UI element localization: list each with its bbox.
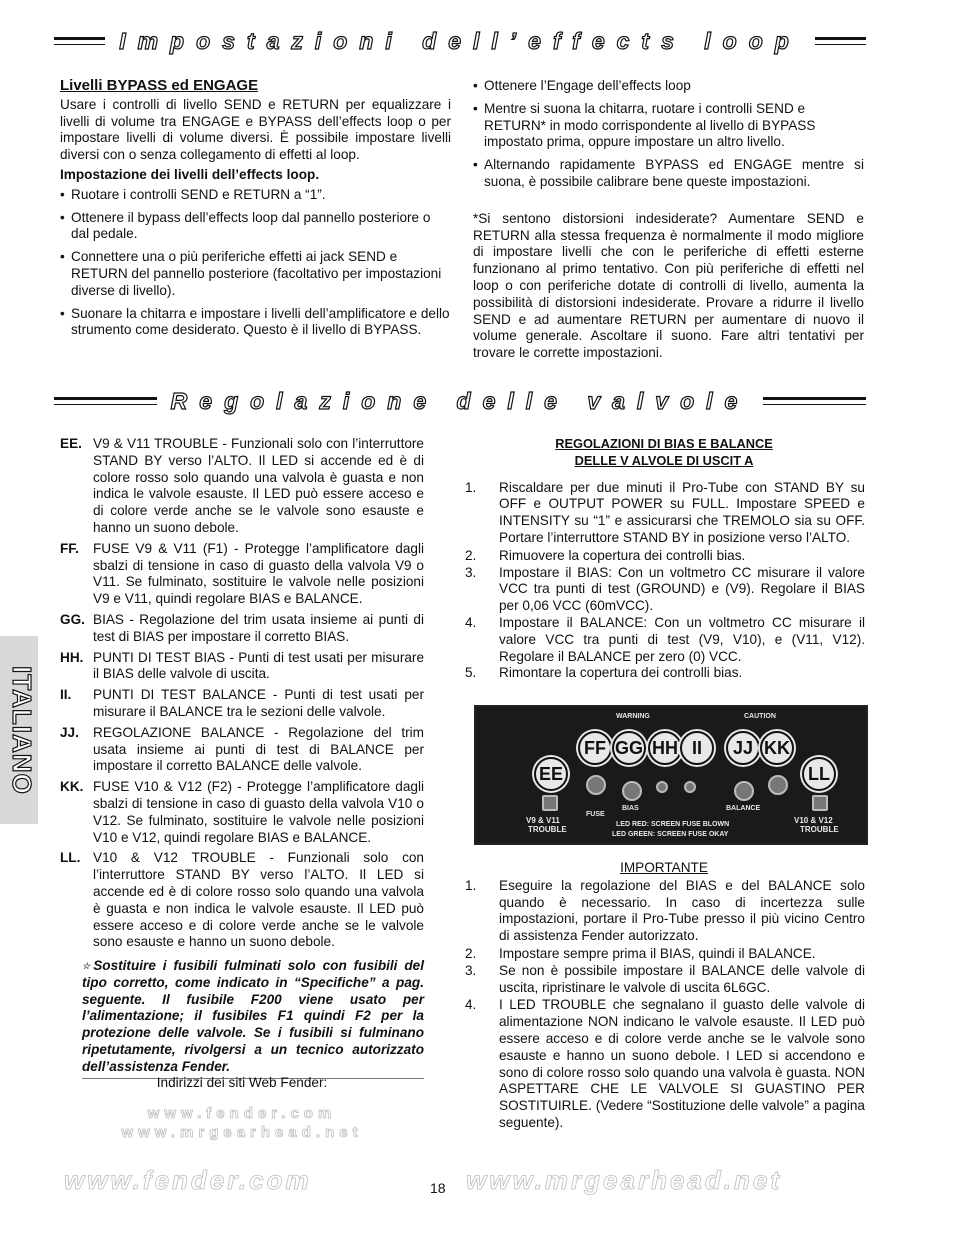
list-item: • Mentre si suona la chitarra, ruotare i controlli SEND e RETURN* in modo corrispondente al livello di BYPASS impostato prima, oppure impostare un altro livello.: [473, 100, 816, 150]
bullet-icon: •: [60, 305, 65, 321]
important-item: 3. Se non è possibile impostare il BALANCE delle valvole di uscita, ripristinare le valvole di uscita 6L6GC.: [465, 962, 865, 995]
test-point: [684, 781, 696, 793]
footer-url-mrgearhead[interactable]: www.mrgearhead.net: [466, 1165, 782, 1195]
legend-item-jj: JJ. REGOLAZIONE BALANCE - Regolazione del trim usata insieme ai punti di test di BALANCE per impostare il corretto BALANCE delle valvole.: [60, 724, 424, 774]
callout-ee: EE: [534, 757, 568, 791]
header-rule: [815, 37, 866, 45]
effects-loop-right-column: [473, 78, 864, 362]
web-label: Indirizzi dei siti Web Fender:: [156, 1075, 328, 1090]
led-v10-v12: [812, 795, 828, 811]
callout-hh: HH: [648, 731, 682, 765]
trouble-label: TROUBLE: [800, 825, 839, 834]
callout-gg: GG: [612, 731, 646, 765]
bullet-icon: •: [60, 209, 65, 225]
bias-label: BIAS: [622, 805, 639, 812]
bias-title-line2: DELLE V ALVOLE DI USCIT A: [574, 452, 754, 468]
legend-item-ff: FF. FUSE V9 & V11 (F1) - Protegge l’amplificatore dagli sbalzi di tensione in caso di guasto della valvola V9 o V11. Se fulminato, sostituire le valvole nelle posizioni V9 e V11, quindi regolare BIAS e BALANCE.: [60, 540, 424, 607]
step-item: 1. Riscaldare per due minuti il Pro-Tube con STAND BY su OFF e OUTPUT POWER su FULL. Impostare SPEED e INTENSITY su “1” e assicurarsi che TREMOLO sia su OFF. Portare l’interruttore STAND BY in posizione verso l’ALTO.: [465, 479, 865, 545]
component-legend: [60, 436, 424, 955]
footer-url-fender[interactable]: www.fender.com: [64, 1165, 312, 1195]
list-item: • Ruotare i controlli SEND e RETURN a “1”.: [60, 186, 326, 202]
important-title: IMPORTANTE: [620, 860, 708, 875]
balance-trim: [734, 781, 754, 801]
legend-item-ee: EE. V9 & V11 TROUBLE - Funzionali solo con l’interruttore STAND BY verso l’ALTO. Il LED si accende ed è di colore rosso solo quando una valvola è guasta e non indica le valvole esauste. Il LED può essere acceso e di colore verde anche se le valvole sono esauste e hanno un suono debole.: [60, 436, 424, 535]
bypass-engage-section: [60, 78, 451, 345]
step-item: 5. Rimontare la copertura dei controlli bias.: [465, 665, 743, 681]
language-side-tab: [0, 636, 38, 824]
callout-ii: II: [680, 731, 714, 765]
bullet-icon: •: [473, 100, 478, 116]
header-rule: [763, 397, 866, 405]
callout-ll: LL: [802, 757, 836, 791]
list-item: • Alternando rapidamente BYPASS ed ENGAGE mentre si suona, è possibile calibrare bene queste impostazioni.: [473, 157, 864, 189]
fuse-f1: [586, 775, 606, 795]
v10-v12-label: V10 & V12: [794, 816, 833, 825]
web-link-fender[interactable]: www.fender.com: [147, 1104, 337, 1122]
language-label: ITALIANO: [6, 665, 37, 795]
bullet-icon: •: [60, 249, 65, 265]
callout-ff: FF: [578, 731, 612, 765]
section-subheading: Livelli BYPASS ed ENGAGE: [60, 77, 259, 94]
fuse-label: FUSE: [586, 811, 605, 818]
bias-balance-section: [463, 436, 865, 682]
section-header-effects-loop: [54, 28, 866, 54]
list-item: • Ottenere l’Engage dell’effects loop: [473, 78, 691, 93]
section-title: Impostazioni dell’effects loop: [119, 27, 801, 54]
callout-kk: KK: [760, 731, 794, 765]
important-item: 1. Eseguire la regolazione del BIAS e del BALANCE solo quando è necessario. In caso di incertezza sulle impostazioni, portare il Pro-Tube presso il più vicino Centro di assistenza Fender autorizzato.: [465, 877, 865, 944]
header-rule: [54, 397, 157, 405]
web-addresses: [60, 1075, 424, 1141]
star-icon: ☆: [82, 961, 94, 971]
header-rule: [54, 37, 105, 45]
bullet-icon: •: [60, 186, 65, 202]
bullet-icon: •: [473, 157, 478, 173]
list-item: • Suonare la chitarra e impostare i livelli dell’amplificatore e dello strumento come desiderato. Questo è il livello di BYPASS.: [60, 305, 450, 338]
list-item: • Connettere una o più periferiche effetti ai jack SEND e RETURN del pannello posteriore (facoltativo per impostazioni diverse di livello).: [60, 249, 442, 298]
callout-jj: JJ: [726, 731, 760, 765]
v9-v11-label: V9 & V11: [526, 816, 560, 825]
web-link-mrgearhead[interactable]: www.mrgearhead.net: [121, 1123, 363, 1141]
legend-item-hh: HH. PUNTI DI TEST BIAS - Punti di test usati per misurare il BIAS delle valvole di uscita.: [60, 649, 424, 682]
distortion-note: *Si sentono distorsioni indesiderate? Aumentare SEND e RETURN alla stessa frequenza è normalmente il modo migliore di impostare livelli che con le periferiche di effetti esterne funzionano al primo tentativo. Con più periferiche di effetti nel loop o con periferiche dotate di controlli di livello, aumenta la possibilità di distorsioni indesiderate. Provare a ridurre il livello SEND e ad aumentare RETURN per aumentare di nuovo il volume generale. Ascoltare il suono. Fare altri tentativi per trovare le corrette impostazioni.: [473, 210, 864, 361]
led-red-label: LED RED: SCREEN FUSE BLOWN: [616, 821, 730, 828]
important-section: [463, 860, 865, 1132]
intro-text: Usare i controlli di livello SEND e RETURN per equalizzare i livelli di volume tra ENGAGE e BYPASS dell’effects loop o per impostare livelli di volume diversi. È possibile impostare livelli diversi con o senza collegamento di effetti al loop.: [60, 96, 451, 163]
bullet-icon: •: [473, 78, 478, 93]
led-green-label: LED GREEN: SCREEN FUSE OKAY: [612, 831, 729, 838]
legend-item-gg: GG. BIAS - Regolazione del trim usata insieme ai punti di test di BIAS per impostare il corretto BIAS.: [60, 611, 424, 644]
trouble-label: TROUBLE: [528, 825, 567, 834]
step-item: 4. Impostare il BALANCE: Con un voltmetro CC misurare il valore VCC tra punti di test (V9, V10), e (V11, V12). Regolare il BALANCE per zero (0) VCC.: [465, 614, 865, 664]
section-header-tubes: [54, 388, 866, 414]
section-title: Regolazione delle valvole: [170, 387, 750, 414]
led-v9-v11: [542, 795, 558, 811]
bias-panel-photo: [474, 705, 868, 845]
procedure-title: Impostazione dei livelli dell’effects loop.: [60, 166, 320, 182]
caution-label: CAUTION: [744, 713, 776, 720]
fuse-f2: [768, 775, 788, 795]
important-item: 2. Impostare sempre prima il BIAS, quindi il BALANCE.: [465, 945, 816, 961]
fuse-warning-note: ☆Sostituire i fusibili fulminati solo con fusibili del tipo corretto, come indicato in “Specifiche” a pag. seguente. Il fusibile F200 viene usato per l’alimentazione; il fusibiles F1 quindi F2 per la protezione delle valvole. Se i fusibili si fulminano ripetutamente, rivolgersi a un tecnico autorizzato dell’assistenza Fender.: [82, 958, 424, 1079]
page-number: 18: [430, 1180, 446, 1196]
bias-title: REGOLAZIONI DI BIAS E BALANCE: [555, 436, 773, 451]
legend-item-ll: LL. V10 & V12 TROUBLE - Funzionali solo con l’interruttore STAND BY verso l’ALTO. Il LED si accende ed è di colore rosso solo quando una valvola è guasta e non indica le valvole esauste. Il LED può essere acceso e di colore verde anche se le valvole sono esauste e hanno un suono debole.: [60, 850, 424, 950]
test-point: [656, 781, 668, 793]
legend-item-kk: KK. FUSE V10 & V12 (F2) - Protegge l’amplificatore dagli sbalzi di tensione in caso di guasto della valvola V10 o V12. Se fulminato, sostituire le valvole nelle posizioni V10 e V12, quindi regolare BIAS e BALANCE.: [60, 779, 424, 845]
step-item: 3. Impostare il BIAS: Con un voltmetro CC misurare il valore VCC tra punti di test (GROUND) e (V9). Regolare il BIAS per 0,06 VCC (60mVCC).: [465, 564, 865, 614]
important-item: 4. I LED TROUBLE che segnalano il guasto delle valvole di alimentazione NON indicano le valvole esauste. Il LED può essere acceso e di colore verde anche se le valvole sono esauste e hanno un suono debole. I LED si accendono e sono di colore rosso solo quando una valvola è guasta. NON ASPETTARE CHE LE VALVOLE SI GUASTINO PER SOSTITUIRLE. (Vedere “Sostituzione delle valvole” a pagina seguente).: [465, 997, 865, 1130]
step-item: 2. Rimuovere la copertura dei controlli bias.: [465, 547, 746, 563]
bias-trim: [622, 781, 642, 801]
warning-label: WARNING: [616, 713, 650, 720]
balance-label: BALANCE: [726, 805, 761, 812]
list-item: • Ottenere il bypass dell’effects loop dal pannello posteriore o dal pedale.: [60, 209, 431, 242]
legend-item-ii: II. PUNTI DI TEST BALANCE - Punti di test usati per misurare il BALANCE tra le sezioni delle valvole.: [60, 687, 424, 719]
